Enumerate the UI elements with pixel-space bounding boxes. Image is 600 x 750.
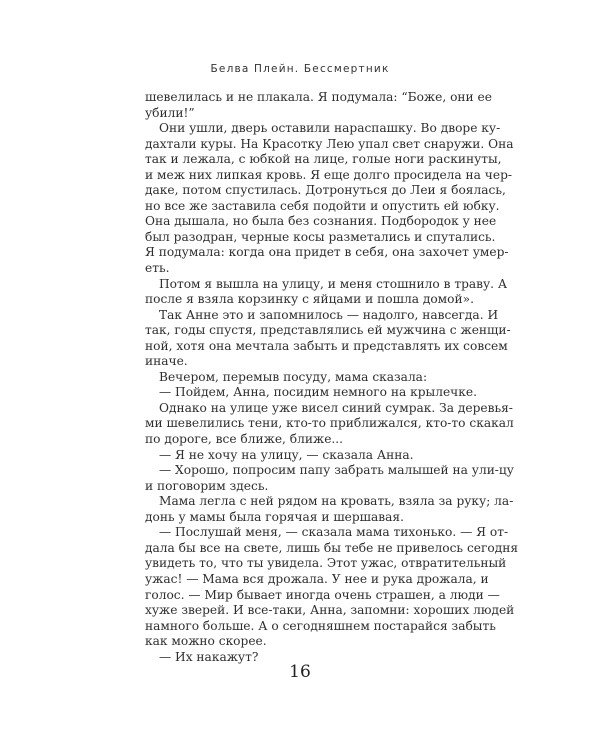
text-line: так и лежала, с юбкой на лице, голые ноги раскинуты,	[145, 152, 502, 167]
text-line: даке, потом спустилась. Дотронуться до Леи я боялась,	[145, 183, 506, 198]
text-line: — Хорошо, попросим папу забрать малышей на ули-цу	[159, 463, 514, 478]
text-line: Однако на улице уже висел синий сумрак. За деревья-	[159, 400, 513, 415]
body-text	[145, 90, 519, 665]
text-line: по дороге, все ближе, ближе...	[145, 432, 344, 447]
text-line: — Их накажут?	[159, 649, 259, 664]
running-head: Белва Плейн. Бессмертник	[210, 63, 390, 75]
text-line: но все же заставила себя подойти и опустить ей юбку.	[145, 198, 500, 213]
text-line: еть.	[145, 261, 170, 276]
text-line: так, годы спустя, представлялись ей мужчина с женщи-	[145, 323, 511, 338]
text-line: Они ушли, дверь оставили нараспашку. Во дворе ку-	[159, 121, 501, 136]
text-line: увидеть то, что ты увидела. Этот ужас, отвратительный	[145, 556, 507, 571]
text-line: был разодран, черные косы разметались и спутались.	[145, 229, 496, 244]
text-line: ужас! — Мама вся дрожала. У нее и рука дрожала, и	[145, 571, 489, 586]
text-line: после я взяла корзинку с яйцами и пошла домой».	[145, 292, 474, 307]
page-number: 16	[289, 662, 311, 682]
text-line: Я подумала: когда она придет в себя, она захочет умер-	[145, 245, 509, 260]
text-line: Она дышала, но была без сознания. Подбородок у нее	[145, 214, 497, 229]
text-line: и поговорим здесь.	[145, 478, 269, 493]
text-line: — Я не хочу на улицу, — сказала Анна.	[159, 447, 414, 462]
text-line: ми шевелились тени, кто-то приближался, кто-то скакал	[145, 416, 514, 431]
text-line: — Послушай меня, — сказала мама тихонько. — Я от-	[159, 525, 509, 540]
text-line: Мама легла с ней рядом на кровать, взяла за руку; ла-	[159, 494, 514, 509]
text-line: дала бы все на свете, лишь бы тебе не привелось сегодня	[145, 540, 519, 555]
text-line: дахтали куры. На Красотку Лею упал свет снаружи. Она	[145, 136, 514, 151]
text-line: — Пойдем, Анна, посидим немного на крылечке.	[159, 385, 477, 400]
text-line: хуже зверей. И все-таки, Анна, запомни: хороших людей	[145, 603, 515, 618]
text-line: голос. — Мир бывает иногда очень страшен, а люди —	[145, 587, 500, 602]
text-line: Потом я вышла на улицу, и меня стошнило в траву. А	[159, 276, 508, 291]
text-line: убили!”	[145, 105, 195, 120]
text-line: Вечером, перемыв посуду, мама сказала:	[159, 369, 428, 384]
text-line: донь у мамы была горячая и шершавая.	[145, 509, 404, 524]
text-line: ной, хотя она мечтала забыть и представлять их совсем	[145, 338, 508, 353]
text-line: как можно скорее.	[145, 634, 267, 649]
text-line: Так Анне это и запомнилось — надолго, навсегда. И	[159, 307, 499, 322]
text-line: намного больше. А о сегодняшнем постарайся забыть	[145, 618, 496, 633]
text-line: иначе.	[145, 354, 188, 369]
text-line: и меж них липкая кровь. Я еще долго просидела на чер-	[145, 167, 512, 182]
text-line: шевелилась и не плакала. Я подумала: “Боже, они ее	[145, 90, 492, 104]
